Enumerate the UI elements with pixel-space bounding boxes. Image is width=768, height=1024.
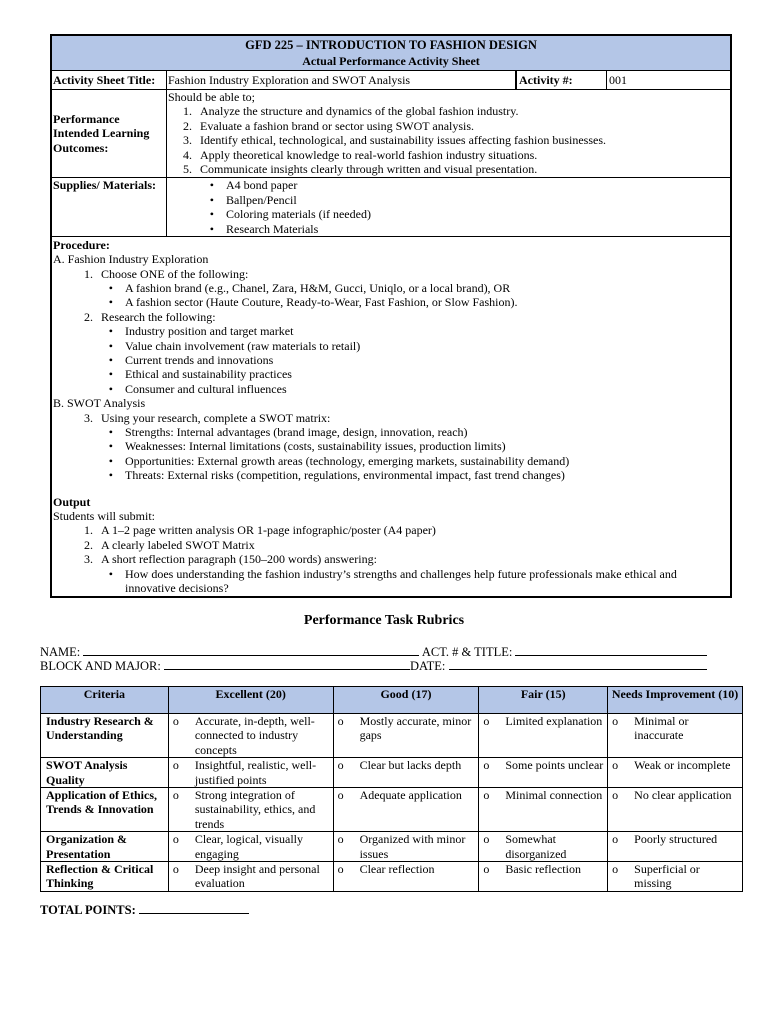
output-question: • How does understanding the fashion industry’s strengths and challenges help future professionals make ethical and innovative decisions? bbox=[108, 566, 677, 595]
outcome-item bbox=[168, 133, 730, 147]
rubric-criteria: SWOT Analysis Quality bbox=[41, 758, 169, 788]
rubric-cell-needs bbox=[608, 832, 743, 862]
rubric-option bbox=[610, 788, 740, 802]
option-text: Poorly structured bbox=[634, 832, 718, 847]
option-bullet: o bbox=[612, 787, 619, 802]
step3-list bbox=[53, 425, 728, 483]
activity-sheet bbox=[50, 34, 732, 598]
bullet: • bbox=[209, 207, 214, 222]
rubric-cell-excellent bbox=[168, 832, 333, 862]
rubric-header-row bbox=[41, 687, 743, 714]
output-item bbox=[53, 523, 728, 537]
rubric-header-cell: Fair (15) bbox=[479, 687, 608, 714]
rubric-option bbox=[171, 758, 331, 787]
section-a-heading: A. Fashion Industry Exploration bbox=[53, 252, 209, 267]
rubric-option bbox=[481, 758, 605, 772]
item-text: A short reflection paragraph (150–200 words) answering: bbox=[101, 552, 377, 567]
option-bullet: o bbox=[337, 758, 344, 773]
rubric-table bbox=[40, 686, 743, 892]
option-text: Weak or incomplete bbox=[634, 758, 731, 773]
rubric-cell-fair bbox=[479, 787, 608, 831]
rubric-row bbox=[41, 861, 743, 891]
outcomes-label: Performance Intended Learning Outcomes: bbox=[52, 90, 167, 177]
item-text: Research Materials bbox=[226, 221, 319, 236]
item-number: 4. bbox=[183, 147, 192, 162]
rubric-cell-fair bbox=[479, 758, 608, 788]
bullet: • bbox=[108, 381, 113, 396]
option-text: Strong integration of sustainability, ethics, and trends bbox=[194, 787, 316, 831]
sheet-header bbox=[52, 36, 730, 71]
option-bullet: o bbox=[483, 787, 490, 802]
option-text: No clear application bbox=[634, 787, 732, 802]
bullet: • bbox=[209, 221, 214, 236]
course-title: GFD 225 – INTRODUCTION TO FASHION DESIGN bbox=[245, 38, 537, 52]
item-number: 2. bbox=[84, 537, 93, 552]
option-text: Limited explanation bbox=[505, 714, 603, 728]
rubric-row bbox=[41, 787, 743, 831]
item-text: Evaluate a fashion brand or sector using SWOT analysis. bbox=[200, 118, 475, 133]
block-major-label: BLOCK AND MAJOR: bbox=[40, 659, 161, 673]
output-heading: Output bbox=[53, 494, 91, 509]
rubric-criteria: Organization & Presentation bbox=[41, 832, 169, 862]
rubric-option bbox=[610, 832, 740, 846]
option-bullet: o bbox=[483, 861, 490, 876]
rubric-cell-excellent bbox=[168, 861, 333, 891]
item-text: Analyze the structure and dynamics of the global fashion industry. bbox=[200, 104, 519, 119]
step2-item bbox=[53, 382, 728, 396]
item-text: Communicate insights clearly through written and visual presentation. bbox=[200, 161, 538, 176]
rubric-cell-fair bbox=[479, 832, 608, 862]
outcomes-row bbox=[52, 90, 730, 178]
supply-item bbox=[168, 178, 730, 192]
activity-title-value: Fashion Industry Exploration and SWOT Analysis bbox=[167, 71, 517, 89]
rubric-option bbox=[336, 758, 477, 772]
rubric-cell-needs bbox=[608, 787, 743, 831]
option-bullet: o bbox=[337, 787, 344, 802]
step1-list bbox=[53, 281, 728, 310]
item-number: 3. bbox=[84, 552, 93, 567]
rubric-option bbox=[171, 788, 331, 831]
item-text: Coloring materials (if needed) bbox=[226, 207, 371, 222]
procedure-step-2: 2. Research the following: bbox=[84, 309, 216, 324]
rubric-row bbox=[41, 714, 743, 758]
option-text: Clear, logical, visually engaging bbox=[194, 832, 303, 861]
item-number: 1. bbox=[183, 104, 192, 119]
rubric-cell-good bbox=[333, 758, 479, 788]
option-text: Clear but lacks depth bbox=[359, 758, 462, 773]
option-text: Mostly accurate, minor gaps bbox=[359, 714, 472, 743]
name-label: NAME: bbox=[40, 645, 81, 659]
rubric-cell-good bbox=[333, 832, 479, 862]
bullet: • bbox=[108, 453, 113, 468]
step3-item bbox=[53, 468, 728, 482]
option-text: Clear reflection bbox=[359, 861, 435, 876]
supply-item bbox=[168, 207, 730, 221]
item-number: 1. bbox=[84, 523, 93, 538]
rubric-criteria: Application of Ethics, Trends & Innovation bbox=[41, 787, 169, 831]
total-points bbox=[40, 901, 249, 918]
rubric-cell-fair bbox=[479, 714, 608, 758]
step2-item bbox=[53, 324, 728, 338]
rubric-option bbox=[481, 714, 605, 728]
procedure-step-3: 3. Using your research, complete a SWOT matrix: bbox=[84, 410, 331, 425]
supplies-label: Supplies/ Materials: bbox=[52, 178, 167, 236]
option-bullet: o bbox=[172, 758, 179, 773]
step2-item bbox=[53, 353, 728, 367]
total-points-field[interactable] bbox=[139, 901, 249, 914]
output-item bbox=[53, 538, 728, 552]
rubric-cell-good bbox=[333, 861, 479, 891]
outcomes-list bbox=[168, 104, 730, 176]
step3-item bbox=[53, 439, 728, 453]
item-text: Consumer and cultural influences bbox=[125, 381, 287, 396]
option-bullet: o bbox=[172, 714, 179, 728]
option-bullet: o bbox=[612, 861, 619, 876]
rubric-option bbox=[481, 832, 605, 861]
act-title-label: ACT. # & TITLE: bbox=[421, 645, 513, 659]
bullet: • bbox=[108, 439, 113, 454]
item-text: Value chain involvement (raw materials to retail) bbox=[125, 338, 361, 353]
outcome-item bbox=[168, 104, 730, 118]
procedure-step-1: 1. Choose ONE of the following: bbox=[84, 266, 249, 281]
supply-item bbox=[168, 222, 730, 236]
option-bullet: o bbox=[483, 832, 490, 847]
bullet: • bbox=[108, 367, 113, 382]
activity-title-label: Activity Sheet Title: bbox=[52, 71, 167, 89]
rubric-title: Performance Task Rubrics bbox=[303, 613, 465, 628]
item-number: 2. bbox=[183, 118, 192, 133]
rubric-option bbox=[336, 862, 477, 876]
option-text: Accurate, in-depth, well-connected to industry concepts bbox=[194, 714, 315, 757]
rubric-option bbox=[336, 788, 477, 802]
bullet: • bbox=[108, 338, 113, 353]
step2-item bbox=[53, 367, 728, 381]
bullet: • bbox=[108, 353, 113, 368]
total-points-label: TOTAL POINTS: bbox=[40, 903, 136, 917]
item-text: Identify ethical, technological, and sustainability issues affecting fashion businesses. bbox=[200, 133, 607, 148]
bullet: • bbox=[108, 468, 113, 483]
rubric-row bbox=[41, 832, 743, 862]
item-text: Industry position and target market bbox=[125, 324, 294, 339]
item-text: Threats: External risks (competition, regulations, environmental impact, fast trend changes) bbox=[125, 468, 565, 483]
supplies-row bbox=[52, 178, 730, 237]
rubric-cell-good bbox=[333, 714, 479, 758]
outcomes-intro: Should be able to; bbox=[168, 90, 255, 104]
activity-number-value: 001 bbox=[609, 72, 627, 87]
step1-item bbox=[53, 281, 728, 295]
rubric-header-cell: Criteria bbox=[41, 687, 169, 714]
item-text: A fashion sector (Haute Couture, Ready-to-Wear, Fast Fashion, or Slow Fashion). bbox=[125, 295, 518, 310]
rubric-option bbox=[336, 714, 477, 743]
option-bullet: o bbox=[337, 861, 344, 876]
item-text: Strengths: Internal advantages (brand image, design, innovation, reach) bbox=[125, 424, 468, 439]
rubric-option bbox=[610, 714, 740, 743]
option-bullet: o bbox=[612, 714, 619, 728]
rubric-option bbox=[481, 862, 605, 876]
rubric-header-cell: Needs Improvement (10) bbox=[608, 687, 743, 714]
option-text: Organized with minor issues bbox=[359, 832, 466, 861]
step2-list bbox=[53, 324, 728, 396]
rubric-option bbox=[171, 862, 331, 891]
block-row bbox=[40, 657, 707, 674]
option-text: Minimal connection bbox=[505, 787, 603, 802]
step2-item bbox=[53, 339, 728, 353]
activity-title-row bbox=[52, 71, 730, 90]
supplies-list bbox=[168, 178, 730, 236]
outcome-item bbox=[168, 162, 730, 176]
option-bullet: o bbox=[172, 832, 179, 847]
output-intro: Students will submit: bbox=[53, 508, 156, 523]
option-text: Minimal or inaccurate bbox=[634, 714, 689, 743]
option-text: Adequate application bbox=[359, 787, 462, 802]
item-text: Apply theoretical knowledge to real-world fashion industry situations. bbox=[200, 147, 538, 162]
bullet: • bbox=[209, 178, 214, 193]
activity-number-label: Activity #: bbox=[517, 71, 607, 89]
option-text: Basic reflection bbox=[505, 861, 581, 876]
rubric-option bbox=[336, 832, 477, 861]
bullet: • bbox=[108, 324, 113, 339]
rubric-cell-excellent bbox=[168, 758, 333, 788]
item-text: Current trends and innovations bbox=[125, 353, 274, 368]
step3-item bbox=[53, 454, 728, 468]
option-bullet: o bbox=[612, 832, 619, 847]
option-bullet: o bbox=[483, 714, 490, 728]
item-number: 3. bbox=[183, 133, 192, 148]
rubric-body bbox=[41, 714, 743, 892]
rubric-row bbox=[41, 758, 743, 788]
procedure-content bbox=[52, 237, 730, 596]
option-text: Superficial or missing bbox=[634, 861, 700, 891]
item-text: A4 bond paper bbox=[226, 178, 298, 193]
bullet: • bbox=[108, 295, 113, 310]
rubric-option bbox=[610, 862, 740, 891]
supply-item bbox=[168, 193, 730, 207]
step3-item bbox=[53, 425, 728, 439]
rubric-option bbox=[171, 714, 331, 757]
item-text: Opportunities: External growth areas (technology, emerging markets, sustainability demand) bbox=[125, 453, 570, 468]
rubric-cell-excellent bbox=[168, 714, 333, 758]
procedure-row bbox=[52, 237, 730, 596]
option-bullet: o bbox=[337, 832, 344, 847]
date-field[interactable] bbox=[449, 657, 707, 670]
rubric-option bbox=[481, 788, 605, 802]
date-label: DATE: bbox=[409, 659, 446, 673]
rubric-cell-good bbox=[333, 787, 479, 831]
procedure-heading: Procedure: bbox=[53, 237, 110, 252]
rubric-cell-needs bbox=[608, 861, 743, 891]
block-major-field[interactable] bbox=[164, 657, 410, 670]
option-bullet: o bbox=[172, 861, 179, 876]
rubric-criteria: Reflection & Critical Thinking bbox=[41, 861, 169, 891]
rubric-cell-excellent bbox=[168, 787, 333, 831]
item-text: A 1–2 page written analysis OR 1-page infographic/poster (A4 paper) bbox=[101, 523, 436, 538]
supplies-content bbox=[167, 178, 730, 236]
outcome-item bbox=[168, 119, 730, 133]
bullet: • bbox=[108, 424, 113, 439]
section-b-heading: B. SWOT Analysis bbox=[53, 396, 146, 411]
option-text: Deep insight and personal evaluation bbox=[194, 861, 320, 891]
rubric-cell-fair bbox=[479, 861, 608, 891]
option-text: Somewhat disorganized bbox=[505, 832, 567, 861]
item-text: Ethical and sustainability practices bbox=[125, 367, 292, 382]
option-bullet: o bbox=[172, 787, 179, 802]
option-bullet: o bbox=[337, 714, 344, 728]
output-list bbox=[53, 523, 728, 566]
step1-item bbox=[53, 295, 728, 309]
bullet: • bbox=[108, 281, 113, 296]
bullet: • bbox=[209, 192, 214, 207]
rubric-header-cell: Excellent (20) bbox=[168, 687, 333, 714]
act-title-field[interactable] bbox=[515, 643, 707, 656]
rubric-cell-needs bbox=[608, 714, 743, 758]
rubric-option bbox=[610, 758, 740, 772]
rubric-criteria: Industry Research & Understanding bbox=[41, 714, 169, 758]
rubric-option bbox=[171, 832, 331, 861]
name-field[interactable] bbox=[83, 643, 419, 656]
option-text: Some points unclear bbox=[505, 758, 604, 773]
option-bullet: o bbox=[483, 758, 490, 773]
sheet-subtitle: Actual Performance Activity Sheet bbox=[302, 54, 480, 68]
item-text: Ballpen/Pencil bbox=[226, 192, 297, 207]
item-number: 5. bbox=[183, 161, 192, 176]
item-text: A fashion brand (e.g., Chanel, Zara, H&M, Gucci, Uniqlo, or a local brand), OR bbox=[125, 281, 511, 296]
option-bullet: o bbox=[612, 758, 619, 773]
item-text: A clearly labeled SWOT Matrix bbox=[101, 537, 255, 552]
option-text: Insightful, realistic, well-justified points bbox=[194, 758, 317, 787]
outcome-item bbox=[168, 148, 730, 162]
output-item bbox=[53, 552, 728, 566]
item-text: Weaknesses: Internal limitations (costs, sustainability issues, production limits) bbox=[125, 439, 506, 454]
rubric-header-cell: Good (17) bbox=[333, 687, 479, 714]
outcomes-content bbox=[167, 90, 730, 177]
rubric-cell-needs bbox=[608, 758, 743, 788]
